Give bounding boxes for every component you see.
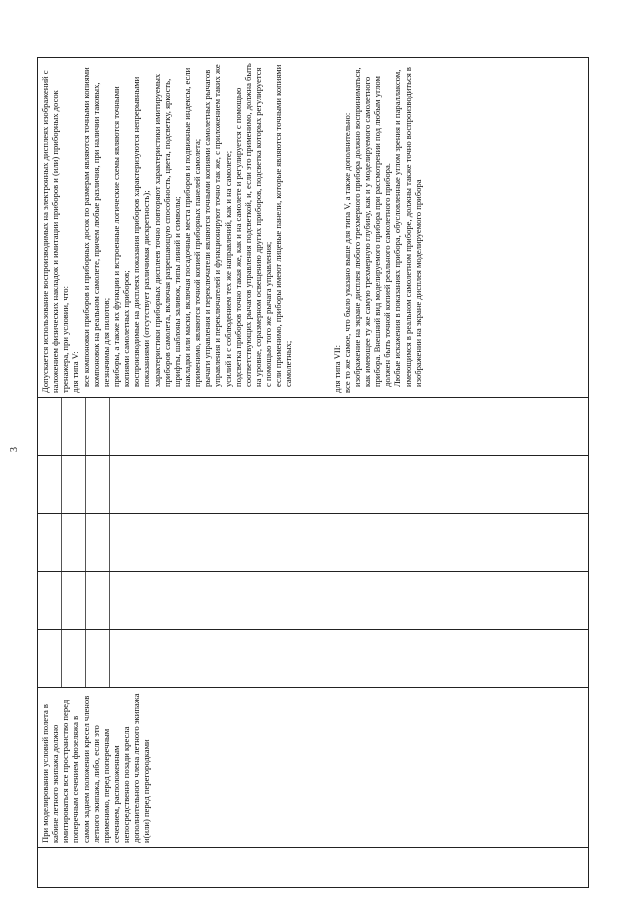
description-paragraph: характеристики приборных дисплеев точно повторяют характеристики имитируемых приборов самолета, включая разрешающую способность, цвета, подсветку, яркость, шрифты, шаблоны заливок, типы линий и символы; [151, 73, 182, 387]
description-paragraph: Любые искажения в показаниях прибора, обусловленные углом зрения и параллаксом, имеющимся в реальном самолетном приборе, должны также точно воспроизводиться в изображении на экране дисплея моделируемого прибора [392, 67, 423, 387]
level-column-1 [38, 630, 589, 688]
requirement-text: При моделировании условий полета в кабине летного экипажа должно имитироваться все пространство перед поперечным сечением фюзеляжа в самом заднем положении кресел членов летного экипажа, либо, если это применимо, перед поперечным сечением, расположенным непосредственно позади кресла дополнительного члена летного экипажа и(или) перед перегородками [40, 693, 152, 843]
description-paragraph: рычаги управления и переключатели являются точными копиями самолетных рычагов управления и переключателей и функционируют точно так же, с приложением таких же усилий и с соблюдением тех же направлений, как и на самолете; [202, 64, 233, 387]
description-cell [38, 58, 589, 398]
empty-cell [38, 848, 589, 888]
level-column-3 [38, 514, 589, 572]
requirements-table [37, 57, 589, 888]
requirement-cell [38, 688, 589, 848]
level-column-5 [38, 398, 589, 456]
description-paragraph: накладки или маски, включая посадочные места приборов и подвижные индексы, если применимо, являются точной копией приборных панелей самолета; [181, 67, 203, 387]
description-text [40, 62, 423, 393]
description-paragraph: приборы, а также их функции и встроенные логические схемы являются точными копиями самолетных приборов; [110, 86, 132, 387]
description-paragraph: воспроизводимые на дисплеях показания приборов характеризуются непрерывными показаниями (отсутствует различимая дискретность); [131, 76, 152, 387]
description-paragraph: все то же самое, что было указано выше для типа V, а также дополнительно: [341, 112, 352, 393]
page-number: 3 [9, 447, 20, 452]
description-paragraph: Допускается использование воспроизводимых на электронных дисплеях изображений с наложением физических накладок и имитации приборов и (или) приборных досок тренажера, при условии, что: [40, 70, 71, 393]
level-column-2 [38, 572, 589, 630]
level-column-4 [38, 456, 589, 514]
description-paragraph: для типа VII: [331, 345, 342, 393]
description-paragraph: если применимо, приборы имеют лицевые панели, которые являются точными копиями самолетных; [273, 64, 294, 387]
description-paragraph: подсветка приборов точно такая же, как и на самолете и регулируется с помощью соответствующих рычагов управления подсветкой, и, если это применимо, должна быть на уровне, соразмерном освещению других приборов, подсветка которых регулируется с помощью того же рычага управления; [232, 63, 274, 387]
description-paragraph: изображение на экране дисплея любого трехмерного прибора должно восприниматься, как имеющее ту же самую трехмерную глубину, как и у моделируемого самолетного прибора. Внешний вид моделируемого прибора при рассмотрении под любым углом должен быть точной копией реального самолетного прибора. [351, 67, 393, 387]
rotated-table-wrapper [37, 58, 589, 888]
description-paragraph: для типа V: [70, 351, 81, 393]
table-row [38, 58, 589, 888]
description-paragraph: все компоновки приборов и приборных досок по размерам являются точными копиями компоновок на реальном самолете, причем любые различия, при наличии таковых, незначимы для пилотов; [80, 67, 111, 387]
